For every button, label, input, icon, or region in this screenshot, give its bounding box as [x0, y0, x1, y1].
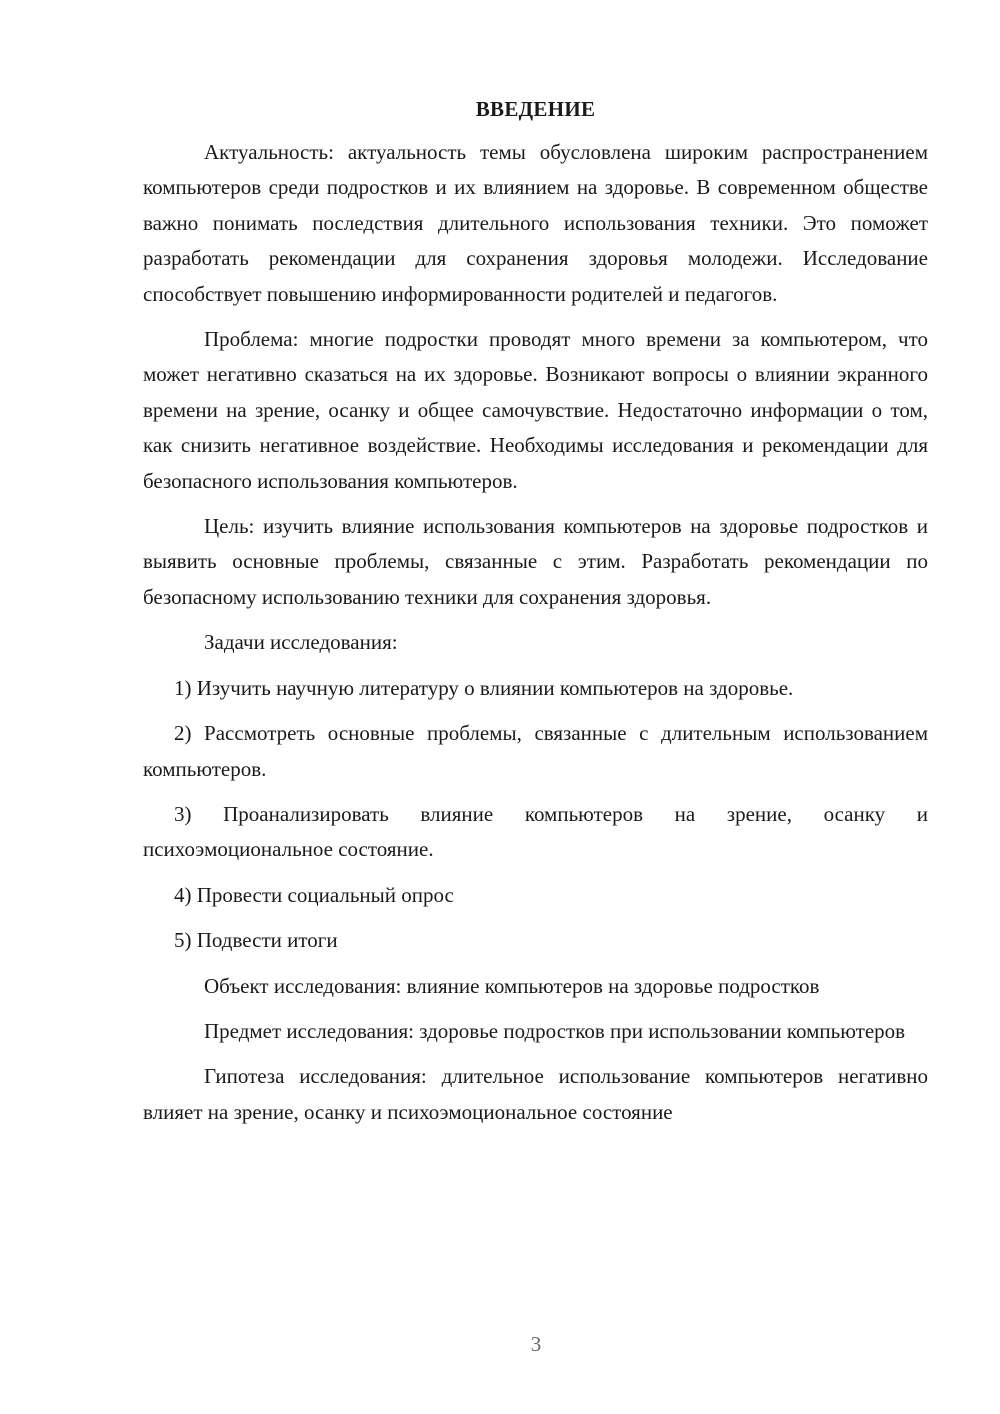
goal-paragraph: Цель: изучить влияние использования компьютеров на здоровье подростков и выявить основные проблемы, связанные с этим. Разработать рекомендации по безопасному использованию техники для сохранения здоровья. [143, 514, 928, 609]
document-page [143, 92, 928, 1140]
task-item: 5) Подвести итоги [174, 928, 338, 953]
section-heading: ВВЕДЕНИЕ [475, 97, 596, 121]
hypothesis-paragraph: Гипотеза исследования: длительное использование компьютеров негативно влияет на зрение, осанку и психоэмоциональное состояние [143, 1064, 928, 1124]
object-paragraph: Объект исследования: влияние компьютеров на здоровье подростков [204, 973, 820, 998]
task-item: 3) Проанализировать влияние компьютеров на зрение, осанку и психоэмоциональное состояние. [143, 801, 928, 862]
task-item: 4) Провести социальный опрос [174, 882, 454, 907]
task-item: 1) Изучить научную литературу о влиянии компьютеров на здоровье. [174, 675, 794, 700]
relevance-paragraph: Актуальность: актуальность темы обусловлена широким распространением компьютеров среди подростков и их влиянием на здоровье. В современном обществе важно понимать последствия длительного использования техники. Это поможет разработать рекомендации для сохранения здоровья молодежи. Исследование способствует повышению информированности родителей и педагогов. [143, 140, 928, 306]
page-number: 3 [530, 1332, 542, 1356]
subject-paragraph: Предмет исследования: здоровье подростков при использовании компьютеров [204, 1018, 906, 1043]
task-item: 2) Рассмотреть основные проблемы, связанные с длительным использованием компьютеров. [143, 721, 928, 781]
problem-paragraph: Проблема: многие подростки проводят много времени за компьютером, что может негативно сказаться на их здоровье. Возникают вопросы о влиянии экранного времени на зрение, осанку и общее самочувствие. Недостаточно информации о том, как снизить негативное воздействие. Необходимы исследования и рекомендации для безопасного использования компьютеров. [143, 327, 928, 493]
tasks-heading: Задачи исследования: [204, 630, 398, 655]
